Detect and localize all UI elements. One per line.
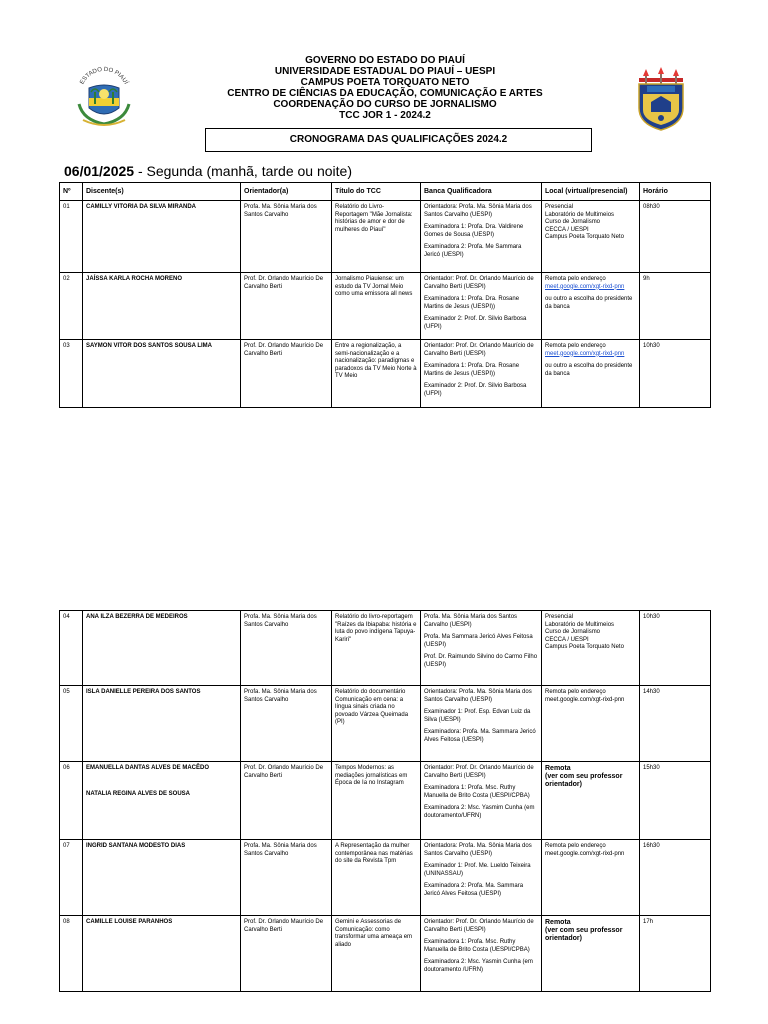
schedule-table-part-1 — [59, 182, 711, 408]
table-row — [60, 916, 711, 992]
row-advisor: Prof. Dr. Orlando Maurício De Carvalho Berti — [241, 762, 332, 840]
col-header-advisor: Orientador(a) — [241, 183, 332, 201]
header-line-course: TCC JOR 1 - 2024.2 — [339, 110, 431, 121]
date-heading — [64, 163, 352, 179]
row-tcc-title: A Representação da mulher contemporânea nas matérias do site da Revista Tpm — [332, 840, 421, 916]
row-board — [421, 201, 542, 273]
location-line: Remota — [545, 919, 571, 926]
board-member: Examinadora 2: Profa. Ma. Sammara Jericó Alves Feitosa (UESPI) — [424, 883, 524, 897]
row-board — [421, 686, 542, 762]
table-row — [60, 611, 711, 686]
location-line: CECCA / UESPI — [545, 226, 589, 233]
table-row — [60, 340, 711, 408]
row-student: JAÍSSA KARLA ROCHA MORENO — [83, 273, 241, 340]
location-line: Remota pelo endereço — [545, 689, 606, 695]
location-line: Curso de Jornalismo — [545, 219, 601, 225]
table-row — [60, 201, 711, 273]
header-line-center: CENTRO DE CIÊNCIAS DA EDUCAÇÃO, COMUNICAÇÃO E ARTES — [227, 88, 543, 99]
board-member: Examinadora 2: Msc. Yasmim Cunha (em doutoramento/UFRN) — [424, 805, 535, 819]
row-location — [542, 340, 640, 408]
row-number: 02 — [60, 273, 83, 340]
row-advisor: Profa. Ma. Sônia Maria dos Santos Carvalho — [241, 840, 332, 916]
piaui-state-emblem — [73, 64, 135, 130]
board-member: Examinadora 2: Msc. Yasmin Cunha (em doutoramento /UFRN) — [424, 959, 533, 973]
document-title: CRONOGRAMA DAS QUALIFICAÇÕES 2024.2 — [205, 128, 592, 152]
row-location — [542, 840, 640, 916]
schedule-table-part-2 — [59, 610, 711, 992]
row-student: ANA ILZA BEZERRA DE MEDEIROS — [83, 611, 241, 686]
row-student: ISLA DANIELLE PEREIRA DOS SANTOS — [83, 686, 241, 762]
table-header-row — [60, 183, 711, 201]
location-line: Presencial — [545, 204, 574, 210]
row-advisor: Prof. Dr. Orlando Maurício De Carvalho Berti — [241, 916, 332, 992]
row-location — [542, 916, 640, 992]
row-advisor: Profa. Ma. Sônia Maria dos Santos Carvalho — [241, 611, 332, 686]
board-member: Examinadora 1: Profa. Dra. Rosane Martins de Jesus (UESPI)) — [424, 296, 520, 310]
header-line-coordination: COORDENAÇÃO DO CURSO DE JORNALISMO — [273, 99, 497, 110]
meeting-link[interactable]: meet.google.com/xgt-rixd-pnn — [545, 350, 625, 357]
row-advisor: Prof. Dr. Orlando Maurício De Carvalho Berti — [241, 340, 332, 408]
svg-text:ESTADO DO PIAUÍ — [79, 67, 129, 86]
row-number: 01 — [60, 201, 83, 273]
location-line: Campus Poeta Torquato Neto — [545, 644, 624, 650]
row-number: 08 — [60, 916, 83, 992]
row-tcc-title: Tempos Modernos: as mediações jornalísticas em Época de Ia no Instagram — [332, 762, 421, 840]
location-line: Presencial — [545, 614, 574, 620]
row-location — [542, 686, 640, 762]
row-board — [421, 273, 542, 340]
row-number: 07 — [60, 840, 83, 916]
row-board — [421, 340, 542, 408]
date-heading-date: 06/01/2025 — [64, 163, 135, 179]
board-member: Orientador: Prof. Dr. Orlando Maurício de Carvalho Berti (UESPI) — [424, 919, 534, 933]
row-board — [421, 840, 542, 916]
row-number: 05 — [60, 686, 83, 762]
row-student: EMANUELLA DANTAS ALVES DE MACÊDO — [86, 765, 209, 771]
col-header-students: Discente(s) — [83, 183, 241, 201]
location-line: (ver com seu professor orientador) — [545, 773, 623, 788]
meeting-link[interactable]: meet.google.com/xgt-rixd-pnn — [545, 850, 625, 857]
row-tcc-title: Relatório do Livro-Reportagem "Mãe Jornalista: histórias de amor e dor de mulheres do Piauí" — [332, 201, 421, 273]
board-member: Examinadora 1: Profa. Dra. Rosane Martins de Jesus (UESPI)) — [424, 363, 520, 377]
location-line: Remota pelo endereço — [545, 343, 606, 349]
col-header-number: Nº — [60, 183, 83, 201]
location-line: Laboratório de Multimeios — [545, 621, 615, 628]
board-member: Orientadora: Profa. Ma. Sônia Maria dos Santos Carvalho (UESPI) — [424, 689, 532, 703]
row-location — [542, 273, 640, 340]
row-student: INGRID SANTANA MODESTO DIAS — [83, 840, 241, 916]
col-header-board: Banca Qualificadora — [421, 183, 542, 201]
meeting-link[interactable]: meet.google.com/xgt-rixd-pnn — [545, 696, 625, 703]
row-board — [421, 611, 542, 686]
row-advisor: Profa. Ma. Sônia Maria dos Santos Carvalho — [241, 686, 332, 762]
row-location — [542, 201, 640, 273]
row-time: 15h30 — [640, 762, 711, 840]
row-student: SAYMON VITOR DOS SANTOS SOUSA LIMA — [83, 340, 241, 408]
row-advisor: Prof. Dr. Orlando Maurício De Carvalho Berti — [241, 273, 332, 340]
board-member: Examinador 2: Prof. Dr. Silvio Barbosa (UFPI) — [424, 316, 527, 330]
row-tcc-title: Entre a regionalização, a semi-nacionalização e a nacionalização: paradigmas e paradoxos da TV Meio Norte à TV Meio — [332, 340, 421, 408]
row-time: 16h30 — [640, 840, 711, 916]
board-member: Orientador: Prof. Dr. Orlando Maurício de Carvalho Berti (UESPI) — [424, 276, 534, 290]
location-line: Remota — [545, 765, 571, 772]
row-board — [421, 762, 542, 840]
row-number: 06 — [60, 762, 83, 840]
row-students — [83, 762, 241, 840]
row-time: 17h — [640, 916, 711, 992]
location-line: Laboratório de Multimeios — [545, 211, 615, 218]
header-line-campus: CAMPUS POETA TORQUATO NETO — [300, 77, 470, 88]
document-header — [150, 55, 620, 121]
table-row — [60, 762, 711, 840]
board-member: Examinadora 2: Profa. Me Sammara Jericó (UESPI) — [424, 244, 522, 258]
board-member: Orientadora: Profa. Ma. Sônia Maria dos Santos Carvalho (UESPI) — [424, 204, 532, 218]
location-line: Remota pelo endereço — [545, 843, 606, 849]
board-member: Examinadora 1: Profa. Dra. Valdirene Gomes de Sousa (UESPI) — [424, 224, 524, 238]
board-member: Profa. Ma Sammara Jericó Alves Feitosa (UESPI) — [424, 634, 533, 648]
location-line: CECCA / UESPI — [545, 636, 589, 643]
col-header-location: Local (virtual/presencial) — [542, 183, 640, 201]
board-member: Examinador 2: Prof. Dr. Silvio Barbosa (UFPI) — [424, 383, 527, 397]
board-member: Prof. Dr. Raimundo Silvino do Carmo Filho (UESPI) — [424, 654, 538, 668]
board-member: Orientador: Prof. Dr. Orlando Maurício de Carvalho Berti (UESPI) — [424, 343, 534, 357]
board-member: Examinadora 1: Profa. Msc. Ruthy Manuella de Brito Costa (UESPI/CPBA) — [424, 939, 530, 953]
board-member: Orientadora: Profa. Ma. Sônia Maria dos Santos Carvalho (UESPI) — [424, 843, 532, 857]
board-member: Profa. Ma. Sônia Maria dos Santos Carvalho (UESPI) — [424, 614, 518, 628]
board-member: Orientador: Prof. Dr. Orlando Maurício de Carvalho Berti (UESPI) — [424, 765, 534, 779]
date-heading-rest: - Segunda (manhã, tarde ou noite) — [137, 163, 352, 179]
row-tcc-title: Relatório do livro-reportagem "Raízes da Ibiapaba: história e luta do povo indígena Tapuya-Kariri" — [332, 611, 421, 686]
row-location — [542, 762, 640, 840]
row-student: CAMILLE LOUISE PARANHOS — [83, 916, 241, 992]
row-time: 9h — [640, 273, 711, 340]
location-line: Remota pelo endereço — [545, 276, 606, 282]
row-board — [421, 916, 542, 992]
col-header-time: Horário — [640, 183, 711, 201]
row-location — [542, 611, 640, 686]
table-row — [60, 686, 711, 762]
meeting-link[interactable]: meet.google.com/xgt-rixd-pnn — [545, 283, 625, 290]
row-tcc-title: Gemini e Assessorias de Comunicação: como transformar uma ameaça em aliado — [332, 916, 421, 992]
board-member: Examinador 1: Prof. Me. Lueldo Teixeira (UNINASSAU) — [424, 863, 531, 877]
location-line: Curso de Jornalismo — [545, 629, 601, 635]
uespi-emblem — [633, 66, 689, 132]
col-header-title: Título do TCC — [332, 183, 421, 201]
row-tcc-title: Jornalismo Piauiense: um estudo da TV Jornal Meio como uma emissora all news — [332, 273, 421, 340]
row-number: 04 — [60, 611, 83, 686]
table-row — [60, 840, 711, 916]
table-row — [60, 273, 711, 340]
emblem-arc-text: ESTADO DO PIAUÍ — [79, 66, 129, 86]
header-line-university: UNIVERSIDADE ESTADUAL DO PIAUÍ – UESPI — [274, 66, 496, 77]
location-line: Campus Poeta Torquato Neto — [545, 234, 624, 240]
row-tcc-title: Relatório do documentário Comunicação em cena: a língua sinais criada no povoado Várzea Queimada (PI) — [332, 686, 421, 762]
board-member: Examinador 1: Prof. Esp. Edvan Luiz da Silva (UESPI) — [424, 709, 531, 723]
location-line: (ver com seu professor orientador) — [545, 927, 623, 942]
row-student: NATALIA REGINA ALVES DE SOUSA — [86, 790, 191, 797]
header-line-government: GOVERNO DO ESTADO DO PIAUÍ — [305, 55, 465, 66]
row-time: 08h30 — [640, 201, 711, 273]
board-member: Examinadora: Profa. Ma. Sammara Jericó Alves Feitosa (UESPI) — [424, 729, 536, 743]
row-time: 10h30 — [640, 340, 711, 408]
row-time: 10h30 — [640, 611, 711, 686]
row-advisor: Profa. Ma. Sônia Maria dos Santos Carvalho — [241, 201, 332, 273]
location-line: ou outro a escolha do presidente da banca — [545, 296, 633, 310]
row-number: 03 — [60, 340, 83, 408]
row-student: CAMILLY VITORIA DA SILVA MIRANDA — [83, 201, 241, 273]
board-member: Examinadora 1: Profa. Msc. Ruthy Manuella de Brito Costa (UESPI/CPBA) — [424, 785, 530, 799]
location-line: ou outro a escolha do presidente da banca — [545, 363, 633, 377]
row-time: 14h30 — [640, 686, 711, 762]
